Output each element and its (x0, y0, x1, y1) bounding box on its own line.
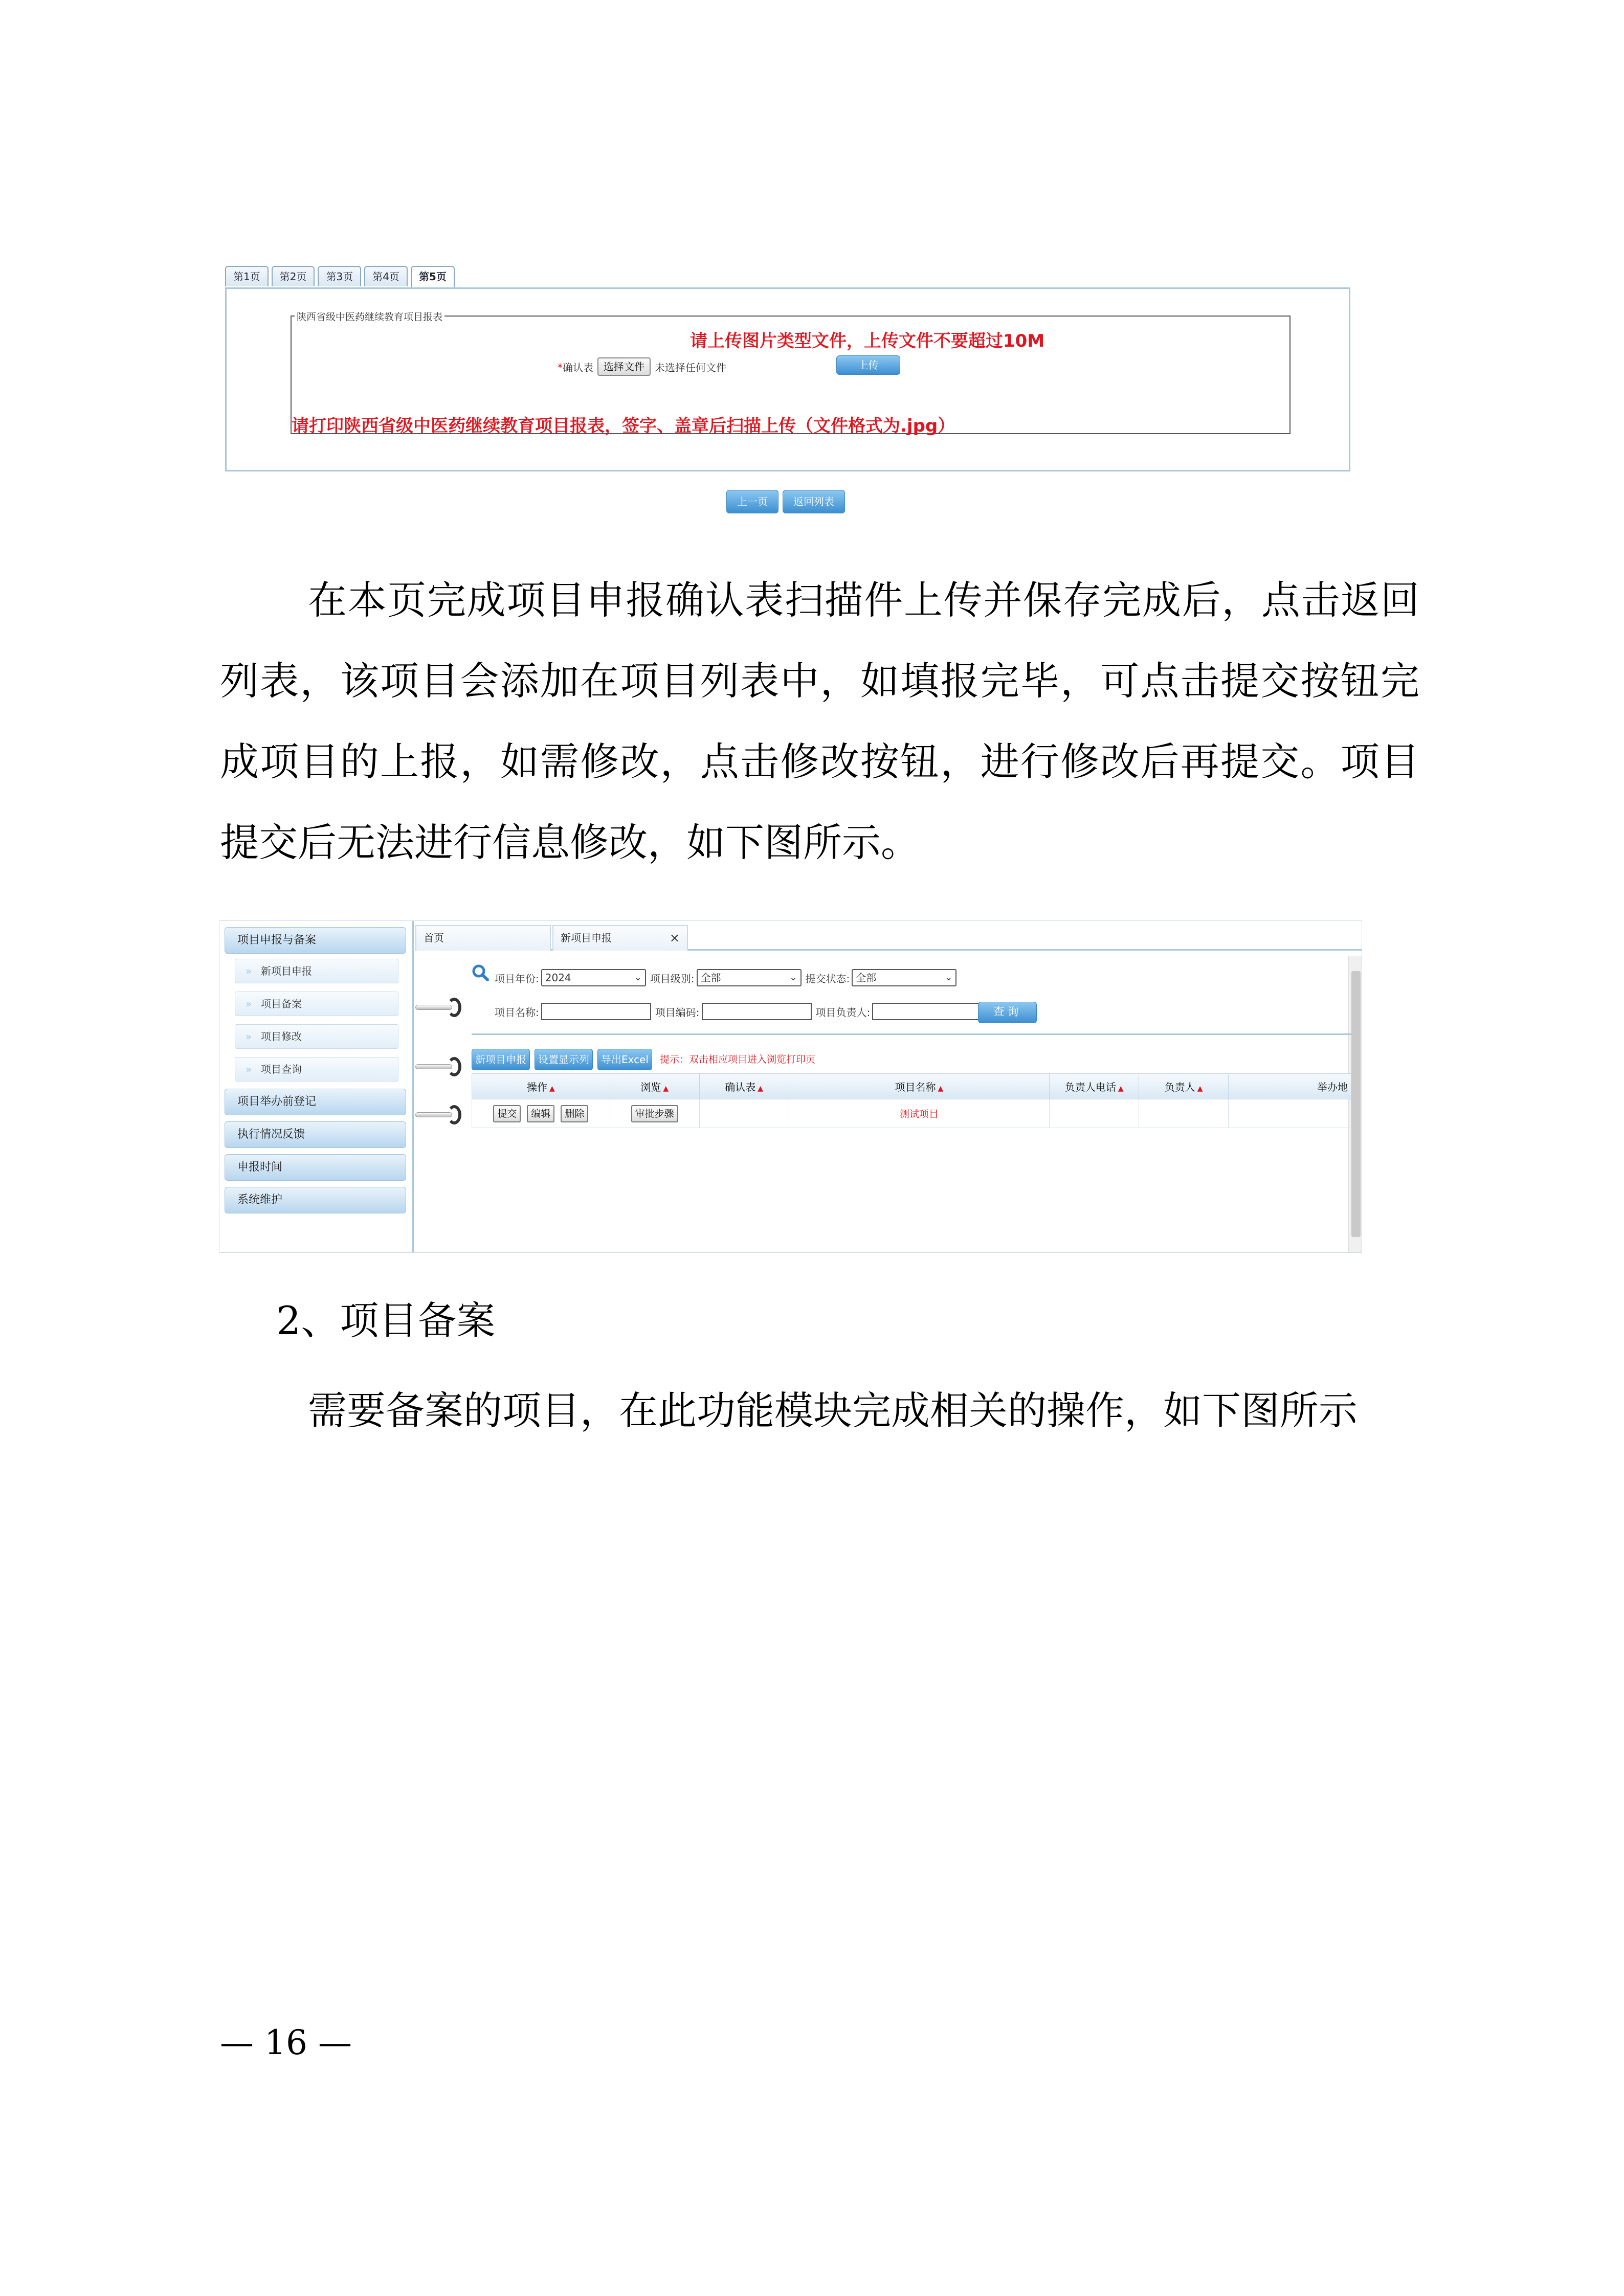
ops-cell (472, 1099, 610, 1128)
name-cell (789, 1099, 1050, 1128)
project-name-label: 项目名称: (495, 1006, 539, 1019)
sort-arrow-icon: ▲ (1197, 1085, 1203, 1093)
status-label: 提交状态: (805, 972, 850, 985)
tab-new-project[interactable]: 新项目申报 × (552, 925, 688, 951)
choose-file-button[interactable]: 选择文件 (597, 357, 651, 376)
level-label: 项目级别: (650, 972, 695, 985)
delete-button[interactable]: 删除 (561, 1105, 588, 1122)
year-label: 项目年份: (495, 972, 539, 985)
col-header-venue[interactable]: 举办地 (1229, 1074, 1351, 1099)
chevron-right-icon: » (246, 965, 252, 977)
project-code-input[interactable] (702, 1003, 812, 1020)
instruction-paragraph-1: 在本页完成项目申报确认表扫描件上传并保存完成后，点击返回列表，该项目会添加在项目列表中，如填报完毕，可点击提交按钮完成项目的上报，如需修改，点击修改按钮，进行修改后再提交。项目提交后无法进行信息修改，如下图所示。 (220, 577, 1419, 865)
project-table (472, 1073, 1351, 1128)
no-file-text: 未选择任何文件 (655, 361, 726, 374)
venue-cell (1229, 1099, 1351, 1128)
upload-button[interactable]: 上传 (836, 355, 900, 375)
page-number: — 16 — (220, 2023, 352, 2062)
year-select[interactable]: 2024 ⌄ (541, 969, 646, 986)
approval-steps-button[interactable]: 审批步骤 (631, 1105, 678, 1122)
tab-page-5[interactable]: 第5页 (411, 266, 455, 288)
confirm-cell (699, 1099, 789, 1128)
sort-arrow-icon: ▲ (549, 1085, 555, 1093)
filter-row-2 (495, 1003, 982, 1020)
new-project-button[interactable]: 新项目申报 (472, 1049, 530, 1070)
menu-group-apply-filing[interactable]: 项目申报与备案 (225, 927, 406, 954)
menu-group-feedback[interactable]: 执行情况反馈 (225, 1121, 406, 1148)
print-instruction: 请打印陕西省级中医药继续教育项目报表，签字、盖章后扫描上传（文件格式为.jpg） (292, 416, 955, 436)
submit-button[interactable]: 提交 (493, 1105, 521, 1122)
double-click-hint: 提示：双击相应项目进入浏览打印页 (660, 1054, 816, 1065)
fieldset-legend: 陕西省级中医药继续教育项目报表 (295, 309, 444, 323)
export-excel-button[interactable]: 导出Excel (597, 1049, 652, 1070)
col-header-name[interactable]: 项目名称 ▲ (789, 1074, 1050, 1099)
table-row[interactable] (472, 1099, 1351, 1128)
chevron-right-icon: » (246, 998, 252, 1010)
form-nav (726, 490, 845, 513)
binder-ring-icon (415, 1105, 462, 1124)
chevron-down-icon: ⌄ (945, 972, 953, 983)
sort-arrow-icon: ▲ (1118, 1085, 1124, 1093)
browse-cell (610, 1099, 699, 1128)
section-heading-filing: 2、项目备案 (276, 1298, 496, 1343)
chevron-down-icon: ⌄ (789, 972, 797, 983)
page-tabs (225, 266, 455, 286)
menu-item-filing[interactable]: » 项目备案 (235, 992, 398, 1016)
close-icon[interactable]: × (669, 931, 680, 945)
project-leader-input[interactable] (872, 1003, 982, 1020)
binder-ring-icon (415, 1057, 462, 1076)
set-columns-button[interactable]: 设置显示列 (535, 1049, 593, 1070)
filter-row-1 (495, 969, 956, 986)
menu-item-modify[interactable]: » 项目修改 (235, 1024, 398, 1049)
sidebar (219, 921, 414, 1253)
upload-row (558, 356, 726, 377)
instruction-paragraph-2: 需要备案的项目，在此功能模块完成相关的操作，如下图所示 (308, 1388, 1358, 1433)
main-panel (415, 921, 1362, 1253)
form-panel (225, 287, 1350, 471)
menu-group-apply-time[interactable]: 申报时间 (225, 1154, 406, 1181)
leader-cell (1139, 1099, 1229, 1128)
tab-home[interactable]: 首页 (415, 925, 551, 951)
chevron-right-icon: » (246, 1063, 252, 1075)
sort-arrow-icon: ▲ (758, 1085, 764, 1093)
project-name: 测试项目 (899, 1109, 939, 1120)
search-icon (472, 964, 489, 981)
menu-item-query[interactable]: » 项目查询 (235, 1057, 398, 1082)
menu-item-new-project[interactable]: » 新项目申报 (235, 959, 398, 983)
confirm-table-label: 确认表 (563, 361, 593, 374)
project-leader-label: 项目负责人: (815, 1006, 871, 1019)
project-list-screenshot (219, 920, 1362, 1253)
phone-cell (1050, 1099, 1139, 1128)
scrollbar-thumb[interactable] (1351, 971, 1361, 1237)
tab-page-4[interactable]: 第4页 (364, 266, 408, 286)
binder-ring-icon (415, 998, 462, 1017)
chevron-right-icon: » (246, 1030, 252, 1043)
sort-arrow-icon: ▲ (938, 1085, 944, 1093)
col-header-phone[interactable]: 负责人电话 ▲ (1050, 1074, 1139, 1099)
tab-page-3[interactable]: 第3页 (318, 266, 361, 286)
status-select[interactable]: 全部 ⌄ (852, 969, 956, 986)
menu-group-maintenance[interactable]: 系统维护 (225, 1187, 406, 1213)
edit-button[interactable]: 编辑 (527, 1105, 554, 1122)
sort-arrow-icon: ▲ (663, 1085, 669, 1093)
upload-warning: 请上传图片类型文件，上传文件不要超过10M (689, 331, 1045, 351)
project-name-input[interactable] (541, 1003, 651, 1020)
col-header-browse[interactable]: 浏览 ▲ (610, 1074, 699, 1099)
menu-group-pre-registration[interactable]: 项目举办前登记 (225, 1089, 406, 1115)
query-button[interactable]: 查询 (978, 1002, 1037, 1023)
tab-page-2[interactable]: 第2页 (272, 266, 315, 286)
upload-form-screenshot (225, 266, 1350, 516)
back-to-list-button[interactable]: 返回列表 (783, 490, 845, 513)
chevron-down-icon: ⌄ (634, 972, 642, 983)
required-star: * (558, 361, 563, 374)
prev-page-button[interactable]: 上一页 (726, 490, 778, 513)
content-tabs (415, 921, 1362, 951)
table-header-row (472, 1074, 1351, 1099)
report-fieldset (291, 311, 1291, 436)
col-header-ops[interactable]: 操作 ▲ (472, 1074, 610, 1099)
level-select[interactable]: 全部 ⌄ (697, 969, 802, 986)
col-header-confirm[interactable]: 确认表 ▲ (699, 1074, 789, 1099)
tab-page-1[interactable]: 第1页 (225, 266, 269, 286)
col-header-leader[interactable]: 负责人 ▲ (1139, 1074, 1229, 1099)
project-code-label: 项目编码: (655, 1006, 700, 1019)
divider (472, 1033, 1351, 1035)
